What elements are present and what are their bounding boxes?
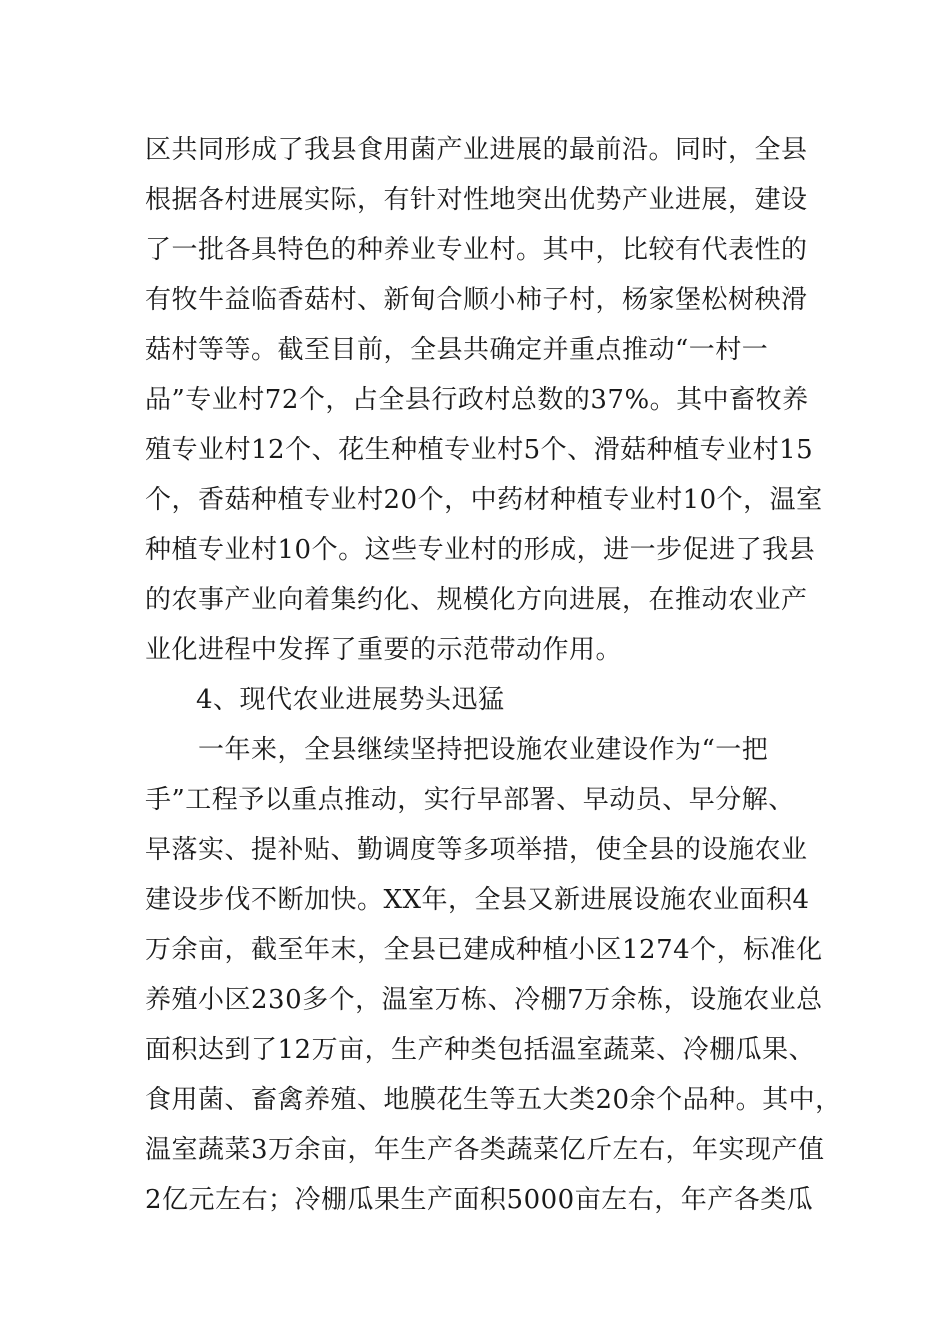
body-text-line: 手”工程予以重点推动，实行早部署、早动员、早分解、: [145, 785, 795, 815]
body-text-line: 有牧牛益临香菇村、新甸合顺小柿子村，杨家堡松树秧滑: [145, 285, 808, 315]
section-heading: 4、现代农业进展势头迅猛: [196, 685, 505, 715]
body-text-line: 根据各村进展实际，有针对性地突出优势产业进展，建设: [145, 185, 808, 215]
body-text-line: 温室蔬菜3万余亩，年生产各类蔬菜亿斤左右，年实现产值: [145, 1135, 825, 1165]
body-text-line: 养殖小区230多个，温室万栋、冷棚7万余栋，设施农业总: [145, 985, 823, 1015]
body-text-line: 种植专业村10个。这些专业村的形成，进一步促进了我县: [145, 535, 816, 565]
body-text-line: 菇村等等。截至目前，全县共确定并重点推动“一村一: [145, 335, 769, 365]
body-text-line: 业化进程中发挥了重要的示范带动作用。: [145, 635, 623, 665]
body-text-line: 建设步伐不断加快。XX年，全县又新进展设施农业面积4: [145, 885, 810, 915]
body-text-line: 了一批各具特色的种养业专业村。其中，比较有代表性的: [145, 235, 808, 265]
body-text-line: 2亿元左右；冷棚瓜果生产面积5000亩左右，年产各类瓜: [145, 1185, 814, 1215]
body-text-line: 品”专业村72个，占全县行政村总数的37%。其中畜牧养: [145, 385, 809, 415]
body-text-line: 面积达到了12万亩，生产种类包括温室蔬菜、冷棚瓜果、: [145, 1035, 816, 1065]
body-text-line: 食用菌、畜禽养殖、地膜花生等五大类20余个品种。其中，: [145, 1085, 842, 1115]
body-text-line: 区共同形成了我县食用菌产业进展的最前沿。同时，全县: [145, 135, 808, 165]
body-text-line: 殖专业村12个、花生种植专业村5个、滑菇种植专业村15: [145, 435, 814, 465]
body-text-line: 一年来，全县继续坚持把设施农业建设作为“一把: [198, 735, 769, 765]
body-text-line: 万余亩，截至年末，全县已建成种植小区1274个，标准化: [145, 935, 823, 965]
body-text-line: 早落实、提补贴、勤调度等多项举措，使全县的设施农业: [145, 835, 808, 865]
body-text-line: 个，香菇种植专业村20个，中药材种植专业村10个，温室: [145, 485, 823, 515]
body-text-line: 的农事产业向着集约化、规模化方向进展，在推动农业产: [145, 585, 808, 615]
